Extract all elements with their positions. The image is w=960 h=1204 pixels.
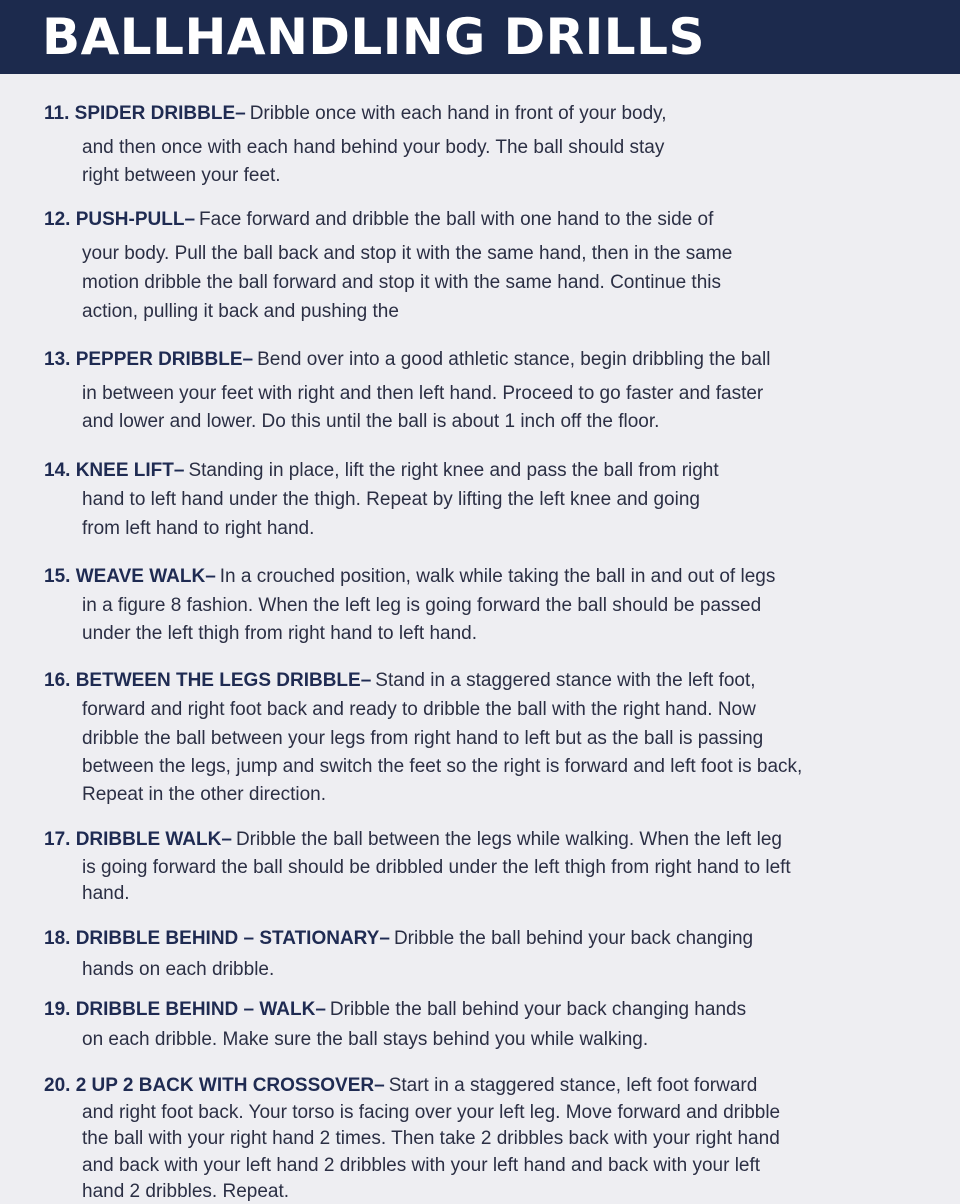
drill-description: Face forward and dribble the ball with one hand to the side of <box>199 209 714 230</box>
drill-heading-line <box>44 1074 757 1098</box>
drill-description-line: from left hand to right hand. <box>82 518 315 539</box>
drill-description-line: and then once with each hand behind your body. The ball should stay <box>82 137 665 158</box>
drill-description-line: motion dribble the ball forward and stop it with the same hand. Continue this <box>82 272 721 293</box>
drill-name: SPIDER DRIBBLE <box>74 103 236 124</box>
drill-description-line: Repeat in the other direction. <box>82 784 326 805</box>
drill-description-line: under the left thigh from right hand to left hand. <box>82 623 478 644</box>
drill-description: Standing in place, lift the right knee and pass the ball from right <box>188 460 719 481</box>
drill-name: PEPPER DRIBBLE <box>75 349 243 370</box>
drill-description-line: on each dribble. Make sure the ball stays behind you while walking. <box>82 1029 649 1050</box>
drill-description: Dribble the ball between the legs while walking. When the left leg <box>235 829 782 850</box>
drill-number: 15. <box>44 566 71 587</box>
drill-heading-line <box>44 102 667 126</box>
drill-description-line: and right foot back. Your torso is facing over your left leg. Move forward and dribble <box>82 1102 781 1123</box>
drill-dash: – <box>205 566 216 587</box>
drill-dash: – <box>360 670 372 691</box>
drill-dash: – <box>173 460 185 481</box>
drill-dash: – <box>379 928 390 949</box>
drill-description-line: hand to left hand under the thigh. Repeat by lifting the left knee and going <box>82 489 700 510</box>
drill-description-line: action, pulling it back and pushing the <box>82 301 399 322</box>
drill-description-line: hands on each dribble. <box>82 959 275 980</box>
drill-description: Dribble once with each hand in front of your body, <box>249 103 667 124</box>
drill-name: DRIBBLE BEHIND – WALK <box>75 999 316 1020</box>
drill-description-line: forward and right foot back and ready to dribble the ball with the right hand. Now <box>82 699 756 720</box>
drill-heading-line <box>44 348 770 372</box>
drill-name: DRIBBLE WALK <box>75 829 222 850</box>
drill-description-line: in a figure 8 fashion. When the left leg is going forward the ball should be passed <box>82 595 762 616</box>
drill-description-line: hand 2 dribbles. Repeat. <box>82 1181 290 1202</box>
drill-heading-line <box>44 565 775 589</box>
drill-dash: – <box>235 103 246 124</box>
drill-name: BETWEEN THE LEGS DRIBBLE <box>75 670 361 691</box>
drill-name: PUSH-PULL <box>75 209 185 230</box>
drill-dash: – <box>374 1075 385 1096</box>
drill-description: Dribble the ball behind your back changing hands <box>329 999 747 1020</box>
drill-description-line: and lower and lower. Do this until the ball is about 1 inch off the floor. <box>82 411 660 432</box>
drill-dash: – <box>184 209 196 230</box>
drill-number: 17. <box>44 829 71 850</box>
page-title: BALLHANDLING DRILLS <box>42 8 706 66</box>
drill-heading-line <box>44 208 713 232</box>
drill-heading-line <box>44 459 719 483</box>
drill-number: 20. <box>44 1075 71 1096</box>
drill-description-line: the ball with your right hand 2 times. Then take 2 dribbles back with your right hand <box>82 1128 780 1149</box>
drill-heading-line <box>44 927 753 951</box>
drill-heading-line <box>44 828 782 852</box>
drill-heading-line <box>44 998 746 1022</box>
drill-description-line: hand. <box>82 883 130 904</box>
drill-description-line: and back with your left hand 2 dribbles with your left hand and back with your left <box>82 1155 761 1176</box>
drill-name: WEAVE WALK <box>75 566 206 587</box>
drill-description-line: your body. Pull the ball back and stop it with the same hand, then in the same <box>82 243 733 264</box>
drill-description: Stand in a staggered stance with the left foot, <box>375 670 756 691</box>
drill-description: Dribble the ball behind your back changing <box>393 928 754 949</box>
drill-number: 12. <box>44 209 71 230</box>
drill-number: 16. <box>44 670 71 691</box>
drill-name: KNEE LIFT <box>75 460 174 481</box>
drill-dash: – <box>242 349 254 370</box>
drill-description-line: in between your feet with right and then left hand. Proceed to go faster and faster <box>82 383 764 404</box>
drill-description: Bend over into a good athletic stance, begin dribbling the ball <box>257 349 771 370</box>
drill-number: 14. <box>44 460 71 481</box>
drill-description: Start in a staggered stance, left foot forward <box>388 1075 758 1096</box>
drill-dash: – <box>315 999 326 1020</box>
drill-heading-line <box>44 669 756 693</box>
drill-description: In a crouched position, walk while taking the ball in and out of legs <box>219 566 776 587</box>
drill-number: 19. <box>44 999 71 1020</box>
drill-description-line: dribble the ball between your legs from right hand to left but as the ball is passing <box>82 728 764 749</box>
drill-dash: – <box>221 829 232 850</box>
drill-name: DRIBBLE BEHIND – STATIONARY <box>75 928 380 949</box>
drill-number: 13. <box>44 349 71 370</box>
drill-description-line: between the legs, jump and switch the feet so the right is forward and left foot is back, <box>82 756 803 777</box>
drill-description-line: right between your feet. <box>82 165 281 186</box>
drill-description-line: is going forward the ball should be dribbled under the left thigh from right hand to left <box>82 857 791 878</box>
drill-number: 11. <box>44 103 70 124</box>
drill-name: 2 UP 2 BACK WITH CROSSOVER <box>75 1075 375 1096</box>
drill-number: 18. <box>44 928 71 949</box>
